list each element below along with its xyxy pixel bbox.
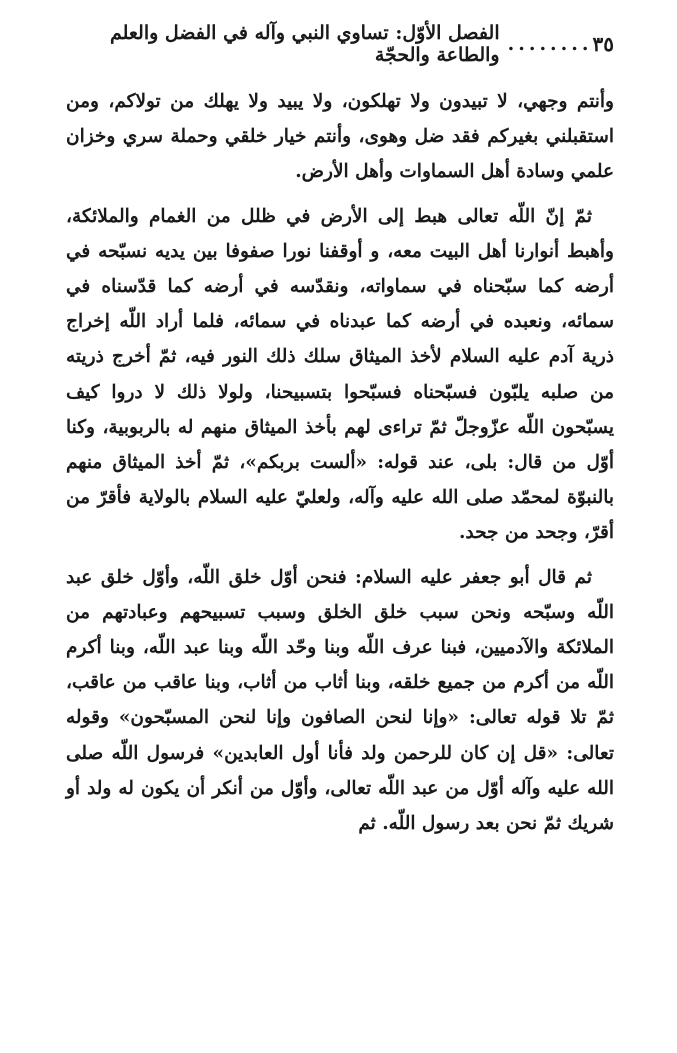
running-header [66,22,614,66]
paragraph-2: ثمّ إنّ اللّه تعالى هبط إلى الأرض في ظلل من الغمام والملائكة، وأهبط أنوارنا أهل البيت معه، و أوقفنا نورا صفوفا بين يديه نسبّحه في أرضه كما سبّحناه في سماواته، ونقدّسه في أرضه كما قدّسناه في سمائه، ونعبده في أرضه كما عبدناه في سمائه، فلما أراد اللّه إخراج ذرية آدم عليه السلام لأخذ الميثاق سلك ذلك النور فيه، ثمّ أخرج ذريته من صلبه يلبّون فسبّحناه فسبّحوا بتسبيحنا، ولولا ذلك لا دروا كيف يسبّحون اللّه عزّوجلّ ثمّ تراءى لهم بأخذ الميثاق منهم له بالربوبية، وكنا أوّل من قال: بلى، عند قوله: «ألست بربكم»، ثمّ أخذ الميثاق منهم بالنبوّة لمحمّد صلى الله عليه وآله، ولعليّ عليه السلام بالولاية فأقرّ من أقرّ، وجحد من جحد. [66,205,614,544]
page-body [66,84,614,841]
paragraph-1: وأنتم وجهي، لا تبيدون ولا تهلكون، ولا يبيد ولا يهلك من تولاكم، ومن استقبلني بغيركم فقد ضل وهوى، وأنتم خيار خلقي وحملة سري وخزان علمي وسادة أهل السماوات وأهل الأرض. [66,91,614,183]
paragraph-3: ثم قال أبو جعفر عليه السلام: فنحن أوّل خلق اللّه، وأوّل خلق عبد اللّه وسبّحه ونحن سبب خلق الخلق وسبب تسبيحهم وعبادتهم من الملائكة والآدميين، فبنا عرف اللّه وبنا وحّد اللّه وبنا عبد اللّه، وبنا أكرم اللّه من أكرم من جميع خلقه، وبنا أثاب من أثاب، وبنا عاقب من عاقب، ثمّ تلا قوله تعالى: «وإنا لنحن الصافون وإنا لنحن المسبّحون» وقوله تعالى: «قل إن كان للرحمن ولد فأنا أول العابدين» فرسول اللّه صلى الله عليه وآله أوّل من عبد اللّه تعالى، وأوّل من أنكر أن يكون له ولد أو شريك ثمّ نحن بعد رسول اللّه. ثم [66,566,614,835]
leader-dots: ........ [507,33,593,55]
page-number: ٣٥ [592,32,614,56]
chapter-title: الفصل الأوّل: تساوي النبي وآله في الفضل والعلم والطاعة والحجّة [109,22,500,66]
